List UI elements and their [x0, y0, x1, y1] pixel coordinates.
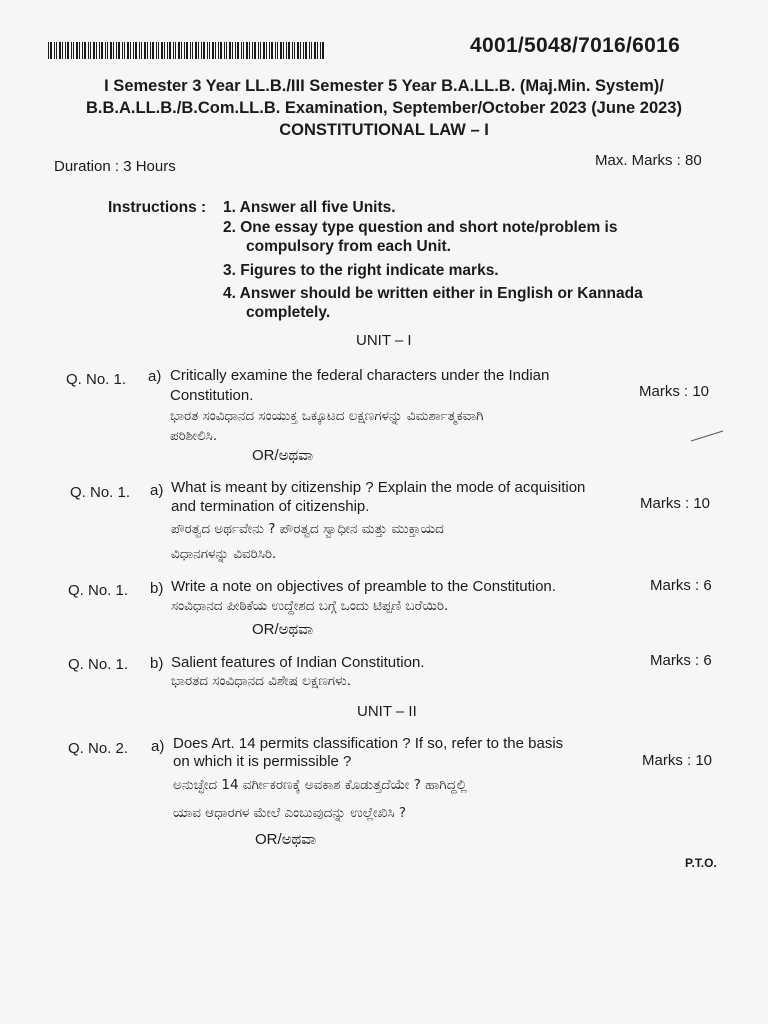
barcode-bar — [118, 42, 120, 59]
barcode-bar — [54, 42, 55, 59]
barcode-bar — [258, 42, 259, 59]
question-number: Q. No. 2. — [68, 740, 129, 757]
max-marks: Max. Marks : 80 — [595, 152, 702, 169]
question-text: Salient features of Indian Constitution. — [171, 654, 425, 671]
pen-mark — [690, 430, 724, 442]
barcode-bar — [311, 42, 312, 59]
barcode-bar — [139, 42, 140, 59]
question-text-kannada: ಅನುಚ್ಛೇದ 14 ವರ್ಗೀಕರಣಕ್ಕೆ ಅವಕಾಶ ಕೊಡುತ್ತದೆಯೇ ? ಹಾಗಿದ್ದಲ್ಲಿ — [173, 777, 467, 793]
unit-heading: UNIT – I — [356, 332, 412, 349]
barcode-bar — [96, 42, 97, 59]
barcode-bar — [229, 42, 231, 59]
unit-heading: UNIT – II — [357, 703, 417, 720]
barcode-bar — [167, 42, 168, 59]
barcode-bar — [59, 42, 61, 59]
barcode-bar — [71, 42, 72, 59]
barcode-bar — [73, 42, 74, 59]
barcode-bar — [198, 42, 199, 59]
barcode-bar — [56, 42, 57, 59]
barcode-bar — [266, 42, 267, 59]
exam-title-line-1: I Semester 3 Year LL.B./III Semester 5 Year B.A.LL.B. (Maj.Min. System)/ — [104, 77, 664, 95]
barcode-bar — [322, 42, 324, 59]
question-text-kannada: ಪೌರತ್ವದ ಅರ್ಥವೇನು ? ಪೌರತ್ವದ ಸ್ವಾಧೀನ ಮತ್ತು ಮುಕ್ತಾಯದ — [171, 521, 444, 537]
question-part: a) — [151, 738, 165, 755]
barcode-bar — [277, 42, 278, 59]
question-marks: Marks : 10 — [642, 752, 713, 769]
question-text-kannada: ಭಾರತದ ಸಂವಿಧಾನದ ವಿಶೇಷ ಲಕ್ಷಣಗಳು. — [171, 673, 352, 689]
barcode-bar — [286, 42, 287, 59]
barcode-bar — [113, 42, 114, 59]
barcode-bar — [294, 42, 295, 59]
barcode-bar — [226, 42, 227, 59]
barcode-bar — [76, 42, 78, 59]
barcode-bar — [241, 42, 242, 59]
barcode-bar — [133, 42, 134, 59]
instruction-item: 4. Answer should be written either in English or Kannada — [223, 285, 643, 302]
question-number: Q. No. 1. — [68, 656, 129, 673]
question-number: Q. No. 1. — [70, 484, 131, 501]
question-text-kannada: ಯಾವ ಆಧಾರಗಳ ಮೇಲೆ ಎಂಬುವುದನ್ನು ಉಲ್ಲೇಖಿಸಿ ? — [173, 805, 407, 821]
barcode-bar — [320, 42, 321, 59]
barcode-bar — [90, 42, 91, 59]
barcode-bar — [192, 42, 193, 59]
question-text: on which it is permissible ? — [173, 753, 352, 770]
barcode-bar — [269, 42, 270, 59]
barcode-bar — [79, 42, 80, 59]
question-text: and termination of citizenship. — [171, 498, 370, 515]
barcode-bar — [122, 42, 123, 59]
instruction-item: 1. Answer all five Units. — [223, 199, 396, 216]
question-text: Write a note on objectives of preamble to the Constitution. — [171, 578, 556, 595]
question-text: Critically examine the federal characters under the Indian — [170, 367, 550, 384]
instruction-item: compulsory from each Unit. — [246, 238, 451, 255]
barcode-bar — [207, 42, 208, 59]
barcode-bar — [212, 42, 214, 59]
barcode-bar — [178, 42, 180, 59]
barcode-bar — [283, 42, 284, 59]
question-text-kannada: ಸಂವಿಧಾನದ ಪೀಠಿಕೆಯ ಉದ್ದೇಶದ ಬಗ್ಗೆ ಒಂದು ಟಿಪ್ಪಣಿ ಬರೆಯಿರಿ. — [171, 598, 449, 614]
question-part: a) — [148, 368, 162, 385]
barcode-bar — [252, 42, 253, 59]
barcode-bar — [82, 42, 83, 59]
question-number: Q. No. 1. — [66, 371, 127, 388]
barcode-bar — [184, 42, 185, 59]
barcode-bar — [317, 42, 318, 59]
barcode-bar — [246, 42, 248, 59]
barcode-bar — [314, 42, 316, 59]
instruction-item: completely. — [246, 304, 331, 321]
barcode-bar — [215, 42, 216, 59]
barcode-bar — [88, 42, 89, 59]
barcode-bar — [62, 42, 63, 59]
barcode-bar — [141, 42, 142, 59]
question-text-kannada: ಭಾರತ ಸಂವಿಧಾನದ ಸಂಯುಕ್ತ ಒಕ್ಕೂಟದ ಲಕ್ಷಣಗಳನ್ನು ವಿಮರ್ಶಾತ್ಮಕವಾಗಿ — [170, 408, 484, 424]
barcode-bar — [175, 42, 176, 59]
barcode-bar — [186, 42, 188, 59]
barcode-bar — [127, 42, 129, 59]
barcode-graphic — [48, 42, 328, 59]
barcode-bar — [50, 42, 52, 59]
barcode — [48, 42, 328, 59]
question-text-kannada: ಪರಿಶೀಲಿಸಿ. — [170, 428, 218, 444]
barcode-bar — [48, 42, 49, 59]
barcode-bar — [150, 42, 151, 59]
barcode-bar — [101, 42, 103, 59]
barcode-bar — [243, 42, 244, 59]
barcode-bar — [190, 42, 191, 59]
question-part: a) — [150, 482, 164, 499]
barcode-bar — [84, 42, 86, 59]
barcode-bar — [173, 42, 174, 59]
or-divider: OR/ಅಥವಾ — [252, 621, 314, 638]
instructions-label: Instructions : — [108, 199, 207, 216]
barcode-bar — [235, 42, 236, 59]
barcode-bar — [237, 42, 239, 59]
barcode-bar — [232, 42, 233, 59]
barcode-bar — [297, 42, 299, 59]
barcode-bar — [271, 42, 273, 59]
barcode-bar — [124, 42, 125, 59]
or-divider: OR/ಅಥವಾ — [252, 447, 314, 464]
barcode-bar — [292, 42, 293, 59]
barcode-bar — [158, 42, 159, 59]
question-number: Q. No. 1. — [68, 582, 129, 599]
barcode-bar — [209, 42, 210, 59]
barcode-bar — [164, 42, 165, 59]
question-marks: Marks : 10 — [639, 383, 710, 400]
barcode-bar — [280, 42, 282, 59]
barcode-bar — [309, 42, 310, 59]
question-part: b) — [150, 580, 164, 597]
barcode-bar — [288, 42, 290, 59]
barcode-bar — [67, 42, 69, 59]
barcode-bar — [130, 42, 131, 59]
barcode-bar — [161, 42, 163, 59]
duration: Duration : 3 Hours — [54, 158, 176, 175]
barcode-bar — [218, 42, 219, 59]
barcode-bar — [203, 42, 205, 59]
barcode-bar — [116, 42, 117, 59]
barcode-bar — [181, 42, 182, 59]
barcode-bar — [144, 42, 146, 59]
barcode-bar — [303, 42, 304, 59]
question-text: What is meant by citizenship ? Explain the mode of acquisition — [171, 479, 586, 496]
barcode-bar — [254, 42, 256, 59]
barcode-bar — [263, 42, 265, 59]
barcode-bar — [305, 42, 307, 59]
barcode-bar — [201, 42, 202, 59]
barcode-bar — [152, 42, 154, 59]
question-part: b) — [150, 655, 164, 672]
instruction-item: 3. Figures to the right indicate marks. — [223, 262, 499, 279]
barcode-bar — [156, 42, 157, 59]
barcode-bar — [224, 42, 225, 59]
or-divider: OR/ಅಥವಾ — [255, 831, 317, 848]
barcode-bar — [169, 42, 171, 59]
barcode-bar — [220, 42, 222, 59]
question-text: Constitution. — [170, 387, 254, 404]
barcode-bar — [147, 42, 148, 59]
barcode-bar — [195, 42, 197, 59]
barcode-bar — [300, 42, 301, 59]
question-text-kannada: ವಿಧಾನಗಳನ್ನು ವಿವರಿಸಿರಿ. — [171, 546, 277, 562]
question-marks: Marks : 6 — [650, 577, 712, 594]
exam-title-line-2: B.B.A.LL.B./B.Com.LL.B. Examination, September/October 2023 (June 2023) — [86, 99, 682, 117]
page-turn-note: P.T.O. — [685, 856, 717, 870]
question-text: Does Art. 14 permits classification ? If so, refer to the basis — [173, 735, 564, 752]
barcode-bar — [249, 42, 250, 59]
question-marks: Marks : 6 — [650, 652, 712, 669]
question-marks: Marks : 10 — [640, 495, 711, 512]
barcode-bar — [93, 42, 95, 59]
subject-title: CONSTITUTIONAL LAW – I — [279, 121, 489, 139]
barcode-bar — [275, 42, 276, 59]
barcode-bar — [110, 42, 112, 59]
barcode-bar — [107, 42, 108, 59]
barcode-bar — [65, 42, 66, 59]
instruction-item: 2. One essay type question and short note/problem is — [223, 219, 618, 236]
barcode-bar — [105, 42, 106, 59]
barcode-bar — [99, 42, 100, 59]
barcode-bar — [135, 42, 137, 59]
paper-code: 4001/5048/7016/6016 — [470, 34, 681, 57]
barcode-bar — [260, 42, 261, 59]
